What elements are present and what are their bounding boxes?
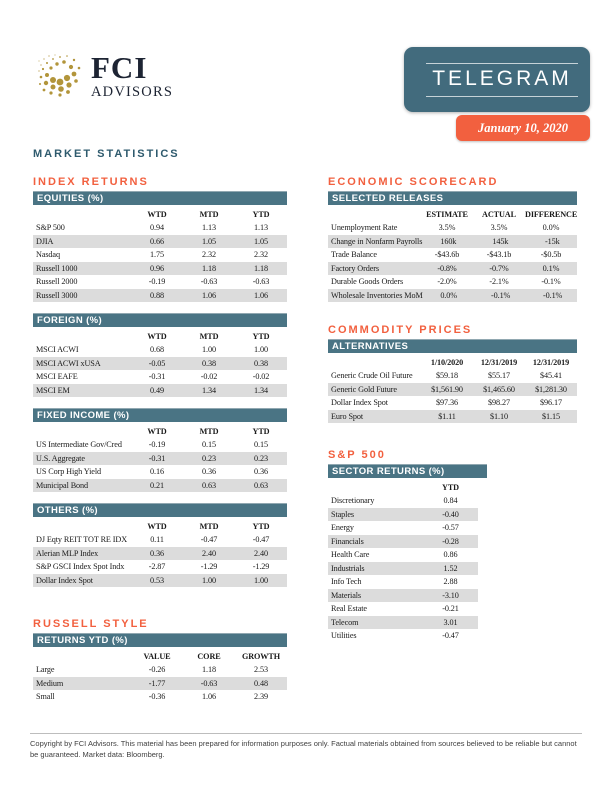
- cell-value: 2.32: [254, 250, 268, 260]
- section-title: INDEX RETURNS: [33, 176, 149, 188]
- cell-value: 0.23: [202, 453, 216, 463]
- column-header: 12/31/2019: [532, 358, 570, 367]
- table-header-bar: SECTOR RETURNS (%): [328, 464, 487, 478]
- cell-value: $1,465.60: [483, 384, 515, 394]
- table-alternatives: [328, 339, 577, 423]
- brand-advisors: ADVISORS: [91, 84, 174, 100]
- cell-value: 0.38: [202, 358, 216, 368]
- row-label: Generic Gold Future: [331, 384, 397, 394]
- section-title: S&P 500: [328, 449, 386, 461]
- table-row: [328, 275, 577, 289]
- column-header: WTD: [147, 427, 167, 436]
- table-row: [33, 533, 287, 547]
- cell-value: 0.0%: [440, 290, 457, 300]
- column-header: YTD: [252, 427, 270, 436]
- cell-value: 0.96: [150, 263, 164, 273]
- cell-value: 0.84: [443, 496, 458, 506]
- cell-value: 1.13: [254, 223, 268, 233]
- cell-value: 0.86: [443, 550, 458, 560]
- table-row: [328, 289, 577, 303]
- cell-value: 1.00: [254, 345, 268, 355]
- footer-disclaimer: Copyright by FCI Advisors. This material has been prepared for information purposes only. Factual materials obtained from sources believed to be reliable but cannot be guaranteed. Market data: Bloomberg.: [30, 739, 577, 759]
- content-area: [33, 148, 579, 704]
- cell-value: 1.18: [202, 665, 216, 675]
- table-row: [33, 343, 287, 357]
- cell-value: 145k: [492, 236, 509, 246]
- table-others: [33, 503, 287, 587]
- cell-value: 0.48: [254, 678, 268, 688]
- table-column-headers: [33, 422, 287, 438]
- brand-fci: FCI: [91, 50, 148, 85]
- cell-value: 0.49: [150, 385, 164, 395]
- table-row: [33, 370, 287, 384]
- table-row: [328, 575, 478, 589]
- cell-value: 0.16: [150, 467, 164, 477]
- cell-value: 1.13: [202, 223, 216, 233]
- cell-value: 0.0%: [542, 223, 560, 233]
- cell-value: -3.10: [442, 590, 459, 600]
- table-foreign: [33, 313, 287, 397]
- row-label: US Corp High Yield: [36, 467, 101, 477]
- table-row: [328, 535, 478, 549]
- cell-value: 0.53: [150, 575, 164, 585]
- cell-value: 2.40: [254, 548, 268, 558]
- table-row: [33, 465, 287, 479]
- cell-value: -0.21: [442, 604, 459, 614]
- cell-value: -0.1%: [541, 277, 561, 287]
- table-row: [33, 438, 287, 452]
- cell-value: $1.10: [490, 411, 508, 421]
- table-column-headers: [33, 205, 287, 221]
- cell-value: 0.36: [202, 467, 216, 477]
- table-row: [328, 521, 478, 535]
- row-label: MSCI ACWI xUSA: [36, 358, 101, 368]
- cell-value: $1,561.90: [431, 384, 463, 394]
- table-column-headers: [328, 205, 577, 221]
- cell-value: 3.5%: [490, 223, 508, 233]
- row-label: Utilities: [331, 631, 357, 641]
- table-row: [328, 629, 478, 643]
- table-row: [328, 221, 577, 235]
- cell-value: 1.06: [254, 290, 268, 300]
- telegram-title: TELEGRAM: [432, 66, 572, 90]
- cell-value: 3.01: [443, 617, 458, 627]
- cell-value: -0.63: [252, 277, 270, 287]
- row-label: Nasdaq: [36, 250, 60, 260]
- row-label: S&P GSCI Index Spot Indx: [36, 562, 125, 572]
- cell-value: 0.15: [254, 440, 268, 450]
- cell-value: -0.28: [442, 536, 459, 546]
- banner-rule-bottom: [426, 96, 578, 97]
- cell-value: 1.34: [202, 385, 216, 395]
- row-label: Alerian MLP Index: [36, 548, 99, 558]
- cell-value: -1.77: [148, 678, 166, 688]
- cell-value: 0.68: [150, 345, 164, 355]
- row-label: Municipal Bond: [36, 480, 89, 490]
- section-title: ECONOMIC SCORECARD: [328, 176, 499, 188]
- cell-value: -$43.1b: [486, 250, 512, 260]
- table-header-bar: SELECTED RELEASES: [328, 191, 577, 205]
- table-returns-ytd: [33, 633, 287, 704]
- column-header: MTD: [199, 210, 219, 219]
- table-header-bar: FIXED INCOME (%): [33, 408, 287, 422]
- cell-value: -0.19: [148, 277, 166, 287]
- table-equities: [33, 191, 287, 302]
- table-row: [328, 616, 478, 630]
- table-row: [33, 677, 287, 691]
- table-row: [328, 262, 577, 276]
- row-label: Health Care: [331, 550, 370, 560]
- cell-value: 1.52: [443, 563, 458, 573]
- table-row: [33, 663, 287, 677]
- cell-value: 0.63: [202, 480, 216, 490]
- section-commodity-prices: [328, 324, 577, 423]
- cell-value: -0.1%: [543, 290, 563, 300]
- row-label: MSCI EAFE: [36, 372, 78, 382]
- table-row: [33, 547, 287, 561]
- row-label: Trade Balance: [331, 250, 377, 260]
- cell-value: -0.36: [148, 692, 166, 702]
- footer: [30, 733, 582, 761]
- table-row: [33, 248, 287, 262]
- row-label: Large: [36, 665, 55, 675]
- cell-value: 0.38: [254, 358, 268, 368]
- cell-value: 1.06: [202, 692, 216, 702]
- cell-value: 2.40: [202, 548, 216, 558]
- table-row: [33, 574, 287, 588]
- table-column-headers: [328, 478, 478, 494]
- cell-value: 160k: [440, 236, 457, 246]
- cell-value: -0.05: [148, 358, 166, 368]
- table-row: [33, 452, 287, 466]
- cell-value: 3.5%: [438, 223, 456, 233]
- cell-value: 1.00: [202, 345, 216, 355]
- table-row: [33, 560, 287, 574]
- row-label: Generic Crude Oil Future: [331, 371, 413, 381]
- table-row: [33, 262, 287, 276]
- column-header: YTD: [252, 210, 270, 219]
- column-header: MTD: [199, 332, 219, 341]
- cell-value: -15k: [545, 236, 560, 246]
- telegram-banner: [404, 47, 590, 112]
- cell-value: -0.47: [442, 631, 459, 641]
- cell-value: 0.15: [202, 440, 216, 450]
- cell-value: 1.18: [202, 263, 216, 273]
- cell-value: -0.19: [148, 440, 166, 450]
- column-header: MTD: [199, 427, 219, 436]
- cell-value: -1.29: [200, 562, 218, 572]
- row-label: Russell 3000: [36, 290, 78, 300]
- row-label: Russell 1000: [36, 263, 78, 273]
- table-row: [33, 690, 287, 704]
- row-label: S&P 500: [36, 223, 65, 233]
- cell-value: -0.47: [252, 535, 270, 545]
- table-row: [33, 357, 287, 371]
- table-row: [33, 275, 287, 289]
- cell-value: -0.57: [442, 523, 459, 533]
- table-header-bar: OTHERS (%): [33, 503, 287, 517]
- row-label: Euro Spot: [331, 411, 364, 421]
- cell-value: 2.88: [443, 577, 458, 587]
- table-header-bar: FOREIGN (%): [33, 313, 287, 327]
- column-header: 1/10/2020: [430, 358, 464, 367]
- section-title: COMMODITY PRICES: [328, 324, 473, 336]
- cell-value: -2.87: [148, 562, 166, 572]
- section-index-returns: [33, 176, 287, 587]
- section-economic-scorecard: [328, 176, 577, 302]
- row-label: Wholesale Inventories MoM: [331, 290, 423, 300]
- table-row: [328, 602, 478, 616]
- section-sp500: [328, 449, 577, 643]
- row-label: Factory Orders: [331, 263, 379, 273]
- row-label: Dollar Index Spot: [331, 398, 388, 408]
- cell-value: 0.88: [150, 290, 164, 300]
- column-header: WTD: [147, 332, 167, 341]
- table-row: [328, 562, 478, 576]
- table-sector-returns: [328, 464, 577, 643]
- cell-value: 1.00: [202, 575, 216, 585]
- row-label: DJ Eqty REIT TOT RE IDX: [36, 535, 128, 545]
- cell-value: -0.02: [252, 372, 270, 382]
- cell-value: -2.0%: [437, 277, 457, 287]
- page-title: MARKET STATISTICS: [33, 148, 180, 160]
- table-row: [328, 383, 577, 397]
- cell-value: $98.27: [488, 398, 510, 408]
- cell-value: -0.31: [148, 453, 166, 463]
- cell-value: 0.11: [150, 535, 164, 545]
- cell-value: $1.11: [438, 411, 456, 421]
- row-label: Dollar Index Spot: [36, 575, 93, 585]
- row-label: Medium: [36, 678, 64, 688]
- row-label: Energy: [331, 523, 354, 533]
- column-header: 12/31/2019: [480, 358, 518, 367]
- table-fixed-income: [33, 408, 287, 492]
- table-row: [328, 248, 577, 262]
- cell-value: $55.17: [488, 371, 510, 381]
- cell-value: 0.23: [254, 453, 268, 463]
- cell-value: 2.53: [254, 665, 268, 675]
- row-label: U.S. Aggregate: [36, 453, 85, 463]
- cell-value: 0.63: [254, 480, 268, 490]
- cell-value: -0.1%: [491, 290, 511, 300]
- table-row: [33, 479, 287, 493]
- column-header: DIFFERENCE: [525, 210, 578, 219]
- row-label: Materials: [331, 590, 362, 600]
- table-row: [33, 289, 287, 303]
- section-russell-style: [33, 618, 287, 704]
- gold-dot-sphere-icon: [38, 53, 82, 99]
- row-label: Unemployment Rate: [331, 223, 398, 233]
- cell-value: -0.26: [148, 665, 166, 675]
- cell-value: 0.66: [150, 236, 164, 246]
- column-header: ACTUAL: [482, 210, 516, 219]
- table-row: [328, 396, 577, 410]
- row-label: Telecom: [331, 617, 359, 627]
- cell-value: -0.8%: [437, 263, 457, 273]
- cell-value: 1.06: [202, 290, 216, 300]
- table-row: [33, 384, 287, 398]
- row-label: Real Estate: [331, 604, 367, 614]
- cell-value: 0.94: [150, 223, 164, 233]
- table-column-headers: [33, 517, 287, 533]
- cell-value: 0.1%: [542, 263, 560, 273]
- row-label: DJIA: [36, 236, 54, 246]
- table-column-headers: [33, 327, 287, 343]
- cell-value: -$0.5b: [540, 250, 562, 260]
- table-row: [33, 235, 287, 249]
- table-row: [328, 369, 577, 383]
- cell-value: 1.34: [254, 385, 268, 395]
- table-selected-releases: [328, 191, 577, 302]
- row-label: Staples: [331, 509, 354, 519]
- cell-value: $96.17: [540, 398, 562, 408]
- column-header: MTD: [199, 522, 219, 531]
- cell-value: 1.05: [202, 236, 216, 246]
- row-label: Small: [36, 692, 55, 702]
- cell-value: $1.15: [542, 411, 560, 421]
- cell-value: -0.40: [442, 509, 459, 519]
- table-header-bar: EQUITIES (%): [33, 191, 287, 205]
- row-label: Discretionary: [331, 496, 375, 506]
- cell-value: -0.63: [200, 678, 218, 688]
- table-row: [33, 221, 287, 235]
- table-column-headers: [33, 647, 287, 663]
- table-header-bar: ALTERNATIVES: [328, 339, 577, 353]
- row-label: Industrials: [331, 563, 365, 573]
- cell-value: -0.63: [200, 277, 218, 287]
- column-header: YTD: [252, 522, 270, 531]
- left-column: [33, 176, 287, 704]
- cell-value: 1.00: [254, 575, 268, 585]
- column-header: YTD: [252, 332, 270, 341]
- cell-value: 0.36: [254, 467, 268, 477]
- table-row: [328, 548, 478, 562]
- column-header: YTD: [442, 483, 459, 492]
- table-row: [328, 235, 577, 249]
- issue-date-banner: January 10, 2020: [456, 115, 590, 141]
- cell-value: $45.41: [540, 371, 562, 381]
- table-row: [328, 508, 478, 522]
- row-label: Russell 2000: [36, 277, 78, 287]
- column-header: CORE: [197, 652, 221, 661]
- cell-value: -1.29: [252, 562, 270, 572]
- brand-wordmark: [91, 52, 173, 100]
- table-header-bar: RETURNS YTD (%): [33, 633, 287, 647]
- cell-value: $59.18: [436, 371, 458, 381]
- cell-value: 2.32: [202, 250, 216, 260]
- cell-value: 2.39: [254, 692, 268, 702]
- cell-value: 1.75: [150, 250, 164, 260]
- row-label: MSCI ACWI: [36, 345, 79, 355]
- right-column: [328, 176, 577, 704]
- cell-value: 1.05: [254, 236, 268, 246]
- column-header: ESTIMATE: [426, 210, 468, 219]
- fci-advisors-logo: [38, 52, 173, 100]
- row-label: US Intermediate Gov/Cred: [36, 440, 122, 450]
- row-label: Durable Goods Orders: [331, 277, 404, 287]
- column-header: VALUE: [143, 652, 171, 661]
- telegram-banner-inner: [404, 63, 590, 97]
- table-row: [328, 494, 478, 508]
- cell-value: 1.18: [254, 263, 268, 273]
- table-row: [328, 410, 577, 424]
- cell-value: -0.02: [200, 372, 218, 382]
- cell-value: 0.21: [150, 480, 164, 490]
- cell-value: $97.36: [436, 398, 458, 408]
- row-label: MSCI EM: [36, 385, 70, 395]
- row-label: Info Tech: [331, 577, 362, 587]
- table-row: [328, 589, 478, 603]
- cell-value: 0.36: [150, 548, 164, 558]
- column-header: GROWTH: [241, 652, 281, 661]
- cell-value: -0.31: [148, 372, 166, 382]
- section-title: RUSSELL STYLE: [33, 618, 149, 630]
- cell-value: $1,281.30: [535, 384, 567, 394]
- column-header: WTD: [147, 210, 167, 219]
- row-label: Change in Nonfarm Payrolls: [331, 236, 423, 246]
- table-column-headers: [328, 353, 577, 369]
- column-header: WTD: [147, 522, 167, 531]
- cell-value: -0.7%: [489, 263, 509, 273]
- cell-value: -2.1%: [489, 277, 509, 287]
- cell-value: -$43.6b: [434, 250, 460, 260]
- row-label: Financials: [331, 536, 364, 546]
- cell-value: -0.47: [200, 535, 218, 545]
